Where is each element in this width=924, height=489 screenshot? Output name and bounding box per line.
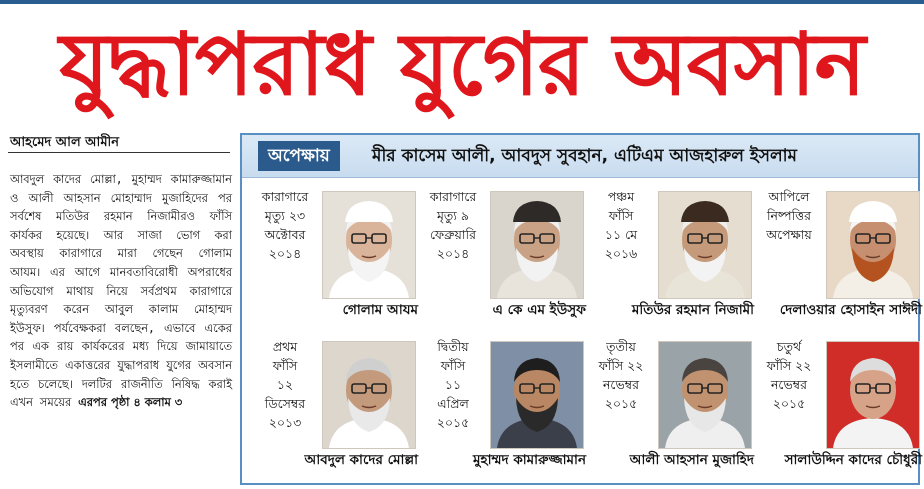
caption-line: অক্টোবর	[264, 227, 306, 242]
portrait-photo	[658, 191, 752, 299]
caption-line: ফাঁসি ২২	[766, 358, 812, 373]
caption-line: নভেম্বর	[602, 377, 640, 392]
caption-line: ২০১৬	[604, 246, 638, 261]
caption-line: ডিসেম্বর	[264, 396, 306, 411]
caption-line: প্রথম	[272, 339, 298, 354]
profile-card	[418, 337, 586, 487]
caption-line: ১২	[276, 377, 294, 392]
panel-banner	[242, 135, 918, 178]
continuation-link[interactable]: এরপর পৃষ্ঠা ৪ কলাম ৩	[78, 395, 183, 410]
portrait-photo	[658, 341, 752, 449]
profile-name: এ কে এম ইউসুফ	[492, 302, 586, 318]
caption-line: ১১	[444, 377, 462, 392]
caption-line: দ্বিতীয়	[437, 339, 469, 354]
caption-line: ২০১৩	[268, 415, 302, 430]
caption-line: ফাঁসি	[608, 208, 634, 223]
profile-name: সালাউদ্দিন কাদের চৌধুরী	[784, 452, 922, 468]
profile-caption	[418, 337, 488, 432]
headline: যুদ্ধাপরাধ যুগের অবসান	[59, 15, 865, 115]
profile-name: মতিউর রহমান নিজামী	[631, 302, 754, 318]
caption-line: ফাঁসি	[272, 358, 298, 373]
profile-caption	[586, 337, 656, 413]
byline: আহমেদ আল আমীন	[10, 135, 120, 150]
portrait-photo	[490, 341, 584, 449]
caption-line: কারাগারে	[429, 189, 477, 204]
profile-name: আবদুল কাদের মোল্লা	[304, 452, 418, 468]
profile-card	[586, 187, 754, 337]
profile-card	[250, 187, 418, 337]
portrait-photo	[490, 191, 584, 299]
profile-name: গোলাম আযম	[342, 302, 418, 318]
portrait-photo	[826, 341, 920, 449]
story-body: আবদুল কাদের মোল্লা, মুহাম্মদ কামারুজ্জামান ও আলী আহসান মোহাম্মাদ মুজাহিদের পর সর্বশেষ মতিউর রহমান নিজামীরও ফাঁসি কার্যকর হয়েছে। আর সাজা ভোগ করা অবস্থায় কারাগারে মারা গেছেন গোলাম আযম। এর আগে মানবতাবিরোধী অপরাধের অভিযোগ মাথায় নিয়ে সর্বপ্রথম কারাগারে মৃত্যুবরণ করেন আবুল কালাম মোহাম্মদ ইউসুফ। পর্যবেক্ষকরা বলছেন, এভাবে একের পর এক রায় কার্যকরের মধ্য দিয়ে জামায়াতে ইসলামীতে একাত্তরের যুদ্ধাপরাধ যুগের অবসান হতে চলেছে। দলটির রাজনীতি নিষিদ্ধ করাই এখন সময়ের	[10, 172, 232, 410]
caption-line: মৃত্যু ২৩	[264, 208, 306, 223]
caption-line: নভেম্বর	[770, 377, 808, 392]
profile-name: দেলাওয়ার হোসাইন সাঈদী	[779, 302, 922, 318]
profile-card	[586, 337, 754, 487]
profile-name: আলী আহসান মুজাহিদ	[629, 452, 754, 468]
caption-line: ১১ মে	[604, 227, 638, 242]
profile-caption	[754, 187, 824, 244]
top-rule	[0, 0, 924, 4]
caption-line: ফাঁসি	[440, 358, 466, 373]
profile-caption	[754, 337, 824, 413]
caption-line: আপিলে	[768, 189, 810, 204]
portrait-photo	[322, 341, 416, 449]
profile-card	[754, 337, 922, 487]
portrait-photo	[322, 191, 416, 299]
profile-caption	[586, 187, 656, 263]
profile-caption	[418, 187, 488, 263]
story-text	[10, 170, 232, 412]
caption-line: ফাঁসি ২২	[598, 358, 644, 373]
caption-line: তৃতীয়	[606, 339, 636, 354]
profile-card	[418, 187, 586, 337]
caption-line: ২০১৫	[772, 396, 806, 411]
profile-card	[250, 337, 418, 487]
byline-divider	[8, 152, 230, 153]
caption-line: ফেব্রুয়ারি	[429, 227, 477, 242]
caption-line: এপ্রিল	[437, 396, 469, 411]
portrait-photo	[826, 191, 920, 299]
profiles-panel	[240, 133, 920, 485]
banner-label: অপেক্ষায়	[258, 141, 340, 171]
caption-line: নিষ্পত্তির	[766, 208, 812, 223]
caption-line: ২০১৪	[268, 246, 302, 261]
caption-line: ২০১৪	[436, 246, 470, 261]
caption-line: কারাগারে	[261, 189, 309, 204]
profile-name: মুহাম্মদ কামারুজ্জামান	[473, 452, 586, 468]
profile-card	[754, 187, 922, 337]
caption-line: অপেক্ষায়	[766, 227, 812, 242]
caption-line: পঞ্চম	[607, 189, 635, 204]
caption-line: চতুর্থ	[776, 339, 802, 354]
caption-line: ২০১৫	[604, 396, 638, 411]
caption-line: মৃত্যু ৯	[436, 208, 470, 223]
profile-caption	[250, 337, 320, 432]
caption-line: ২০১৫	[436, 415, 470, 430]
profile-caption	[250, 187, 320, 263]
banner-text: মীর কাসেম আলী, আবদুস সুবহান, এটিএম আজহারুল ইসলাম	[372, 146, 797, 166]
